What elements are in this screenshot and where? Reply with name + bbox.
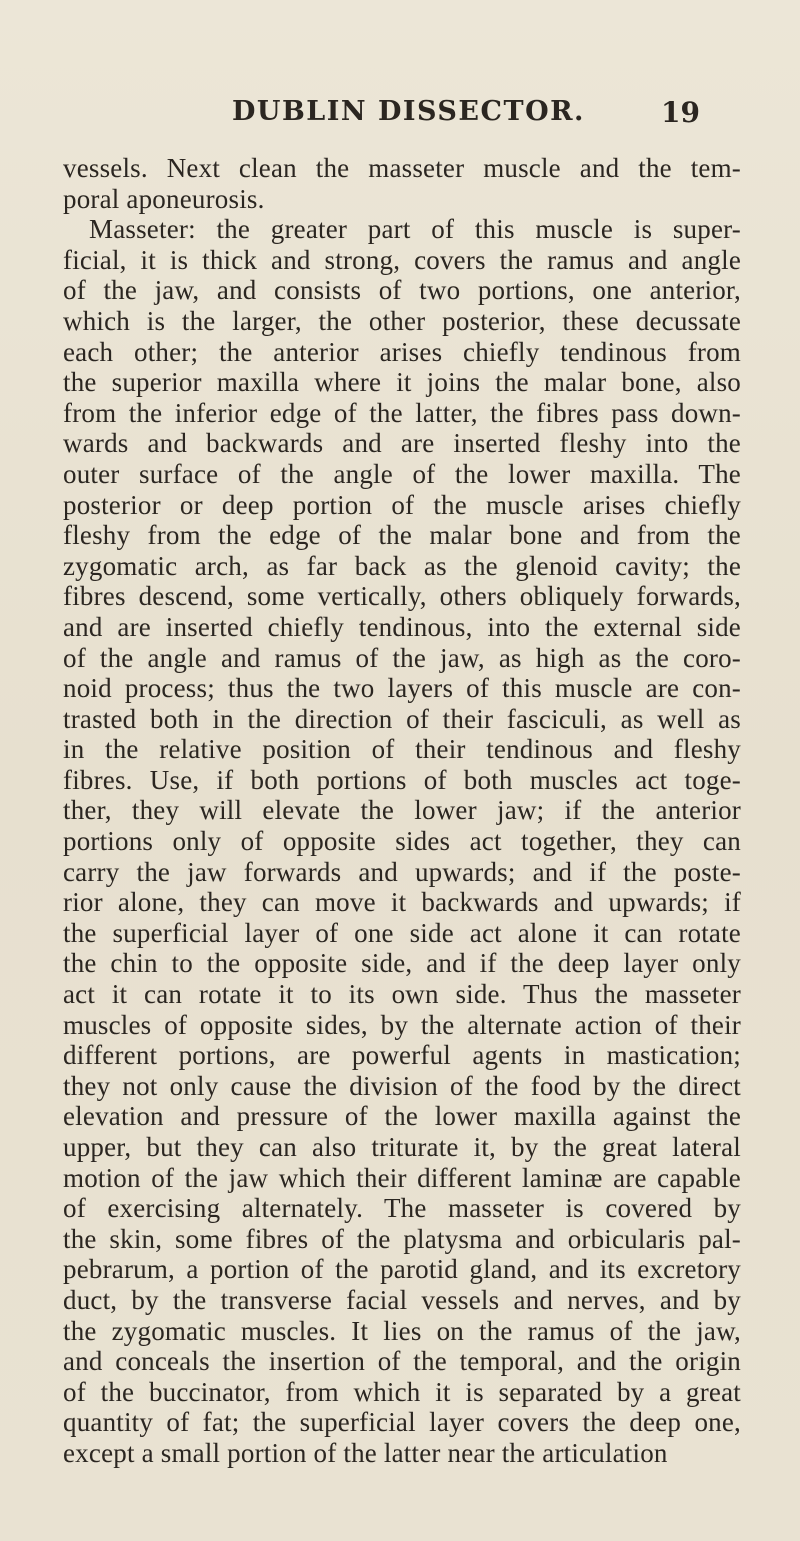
text-line: Masseter: the greater part of this muscle is super- xyxy=(89,214,741,245)
text-line: of exercising alternately. The masseter is covered by xyxy=(63,1193,741,1224)
text-line: and conceals the insertion of the temporal, and the origin xyxy=(63,1346,741,1377)
text-line: noid process; thus the two layers of this muscle are con- xyxy=(63,673,741,704)
page-header xyxy=(0,96,800,136)
text-line: each other; the anterior arises chiefly tendinous from xyxy=(63,336,741,367)
text-line: carry the jaw forwards and upwards; and if the poste- xyxy=(63,856,741,887)
text-line: fibres descend, some vertically, others obliquely forwards, xyxy=(63,581,741,612)
text-line: quantity of fat; the superficial layer covers the deep one, xyxy=(63,1407,741,1438)
text-line: portions only of opposite sides act together, they can xyxy=(63,826,741,857)
text-line: they not only cause the division of the food by the direct xyxy=(63,1070,741,1101)
text-line: trasted both in the direction of their fasciculi, as well as xyxy=(63,703,741,734)
text-line: of the angle and ramus of the jaw, as high as the coro- xyxy=(63,642,741,673)
text-line: except a small portion of the latter near the articulation xyxy=(63,1437,668,1468)
text-line: and are inserted chiefly tendinous, into the external side xyxy=(63,611,741,642)
text-line: muscles of opposite sides, by the alternate action of their xyxy=(63,1009,741,1040)
text-line: ther, they will elevate the lower jaw; if the anterior xyxy=(63,795,741,826)
text-line: different portions, are powerful agents in mastication; xyxy=(63,1040,741,1071)
text-line: rior alone, they can move it backwards and upwards; if xyxy=(63,887,741,918)
text-line: fleshy from the edge of the malar bone and from the xyxy=(63,520,741,551)
text-line: the chin to the opposite side, and if the deep layer only xyxy=(63,948,741,979)
text-line: of the buccinator, from which it is separated by a great xyxy=(63,1376,741,1407)
text-line: poral aponeurosis. xyxy=(63,183,265,214)
text-line: motion of the jaw which their different laminæ are capable xyxy=(63,1162,741,1193)
running-head: DUBLIN DISSECTOR. xyxy=(232,96,585,127)
text-line: in the relative position of their tendinous and fleshy xyxy=(63,734,741,765)
text-line: duct, by the transverse facial vessels and nerves, and by xyxy=(63,1284,741,1315)
text-line: outer surface of the angle of the lower maxilla. The xyxy=(63,458,741,489)
text-line: zygomatic arch, as far back as the glenoid cavity; the xyxy=(63,550,741,581)
text-line: elevation and pressure of the lower maxilla against the xyxy=(63,1101,741,1132)
body-text xyxy=(63,153,741,1469)
text-line: fibres. Use, if both portions of both muscles act toge- xyxy=(63,764,741,795)
text-line: upper, but they can also triturate it, by the great lateral xyxy=(63,1132,741,1162)
text-line: the skin, some fibres of the platysma and orbicularis pal- xyxy=(63,1223,741,1254)
page-number: 19 xyxy=(661,96,700,129)
text-line: which is the larger, the other posterior, these decussate xyxy=(63,305,741,336)
text-line: of the jaw, and consists of two portions, one anterior, xyxy=(63,275,741,306)
text-line: ficial, it is thick and strong, covers the ramus and angle xyxy=(63,244,741,275)
text-line: the superior maxilla where it joins the malar bone, also xyxy=(63,367,741,398)
text-line: pebrarum, a portion of the parotid gland, and its excretory xyxy=(63,1254,741,1285)
text-line: from the inferior edge of the latter, the fibres pass down- xyxy=(63,397,741,428)
text-line: the superficial layer of one side act alone it can rotate xyxy=(63,917,741,948)
text-line: vessels. Next clean the masseter muscle and the tem- xyxy=(63,153,741,183)
text-line: the zygomatic muscles. It lies on the ramus of the jaw, xyxy=(63,1315,741,1346)
text-line: posterior or deep portion of the muscle arises chiefly xyxy=(63,489,741,520)
text-line: act it can rotate it to its own side. Thus the masseter xyxy=(63,979,741,1010)
text-line: wards and backwards and are inserted fleshy into the xyxy=(63,428,741,459)
